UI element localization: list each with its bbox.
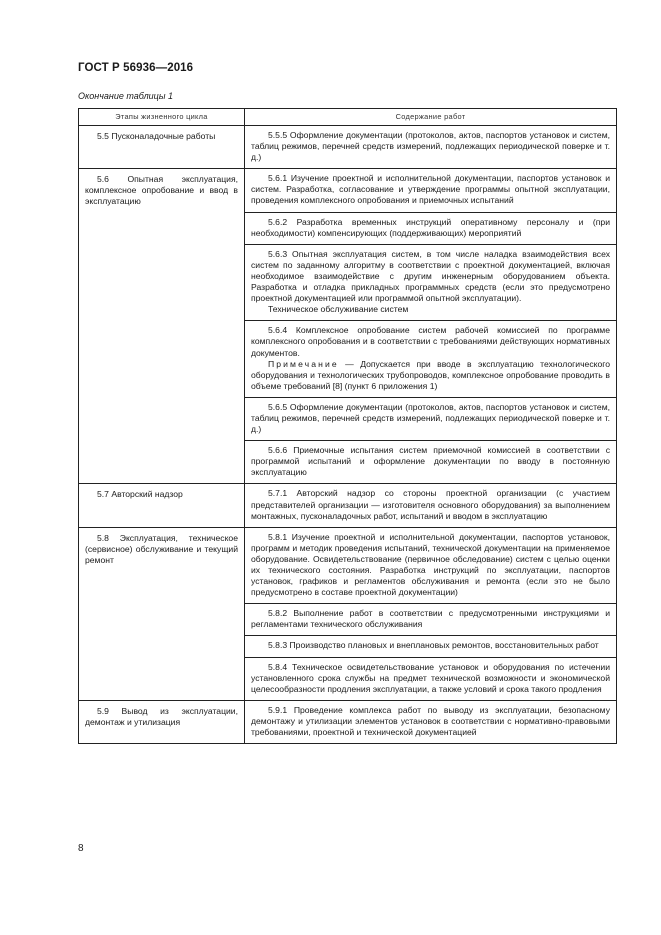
work-paragraph: 5.9.1 Проведение комплекса работ по выводу из эксплуатации, безопасному демонтажу и утилизации элементов установок в соответствии с нормативно-правовыми требованиями, проектной и технической документацией bbox=[251, 704, 610, 738]
stage-cell: 5.7 Авторский надзор bbox=[79, 484, 245, 527]
column-header-stages: Этапы жизненного цикла bbox=[79, 109, 245, 126]
work-paragraph: 5.8.4 Техническое освидетельствование установок и оборудования по истечении установленного срока службы на предмет технической возможности и экономической целесообразности продления эксплуатации, а также условий и срока такого продления bbox=[251, 661, 610, 694]
work-paragraph: 5.6.6 Приемочные испытания систем приемочной комиссией в соответствии с программой испытаний и оформление документации по вводу в постоянную эксплуатацию bbox=[251, 445, 610, 478]
lifecycle-table bbox=[78, 108, 617, 744]
work-cell bbox=[245, 484, 617, 527]
note-text: — Допускается при вводе в эксплуатацию технологического оборудования и технологических трубопроводов, комплексное опробование проводить в объеме требований [8] (пункт 6 приложения 1) bbox=[251, 358, 610, 391]
work-paragraph: 5.6.5 Оформление документации (протоколов, актов, паспортов установок и систем, таблиц режимов, перечней средств измерений, подлежащих периодической поверке и т. д.) bbox=[251, 401, 610, 435]
table-caption: Окончание таблицы 1 bbox=[78, 91, 173, 101]
page-number: 8 bbox=[78, 843, 84, 854]
table-row bbox=[79, 527, 617, 604]
work-cell bbox=[245, 657, 617, 700]
work-paragraph: 5.5.5 Оформление документации (протоколов, актов, паспортов установок и систем, таблиц режимов, перечней средств измерений, подлежащих периодической поверке и т. д.) bbox=[251, 130, 610, 163]
note-paragraph bbox=[251, 359, 610, 392]
table-row bbox=[79, 484, 617, 527]
document-header: ГОСТ Р 56936—2016 bbox=[78, 62, 194, 74]
work-cell bbox=[245, 321, 617, 398]
work-paragraph: 5.6.2 Разработка временных инструкций оперативному персоналу и (при необходимости) компенсирующих (поддерживающих) мероприятий bbox=[251, 216, 610, 238]
stage-cell: 5.9 Вывод из эксплуатации, демонтаж и утилизация bbox=[79, 700, 245, 743]
work-paragraph: Техническое обслуживание систем bbox=[268, 304, 409, 315]
work-cell bbox=[245, 397, 617, 440]
table-header-row bbox=[79, 109, 617, 126]
work-paragraph: 5.6.3 Опытная эксплуатация систем, в том числе наладка взаимодействия всех систем по заданному алгоритму в соответствии с проектной документацией, включая необходимое взаимодействие с другим инженерным оборудованием объекта. Разработка и отладка прикладных программных средств (если это предусмотрено проектной документацией или программой опытной эксплуатации). bbox=[251, 248, 610, 304]
work-paragraph: 5.8.2 Выполнение работ в соответствии с предусмотренными инструкциями и регламентами технического обслуживания bbox=[251, 608, 610, 630]
work-paragraph: 5.8.3 Производство плановых и внеплановых ремонтов, восстановительных работ bbox=[268, 640, 599, 651]
table-row bbox=[79, 700, 617, 743]
work-paragraph: 5.7.1 Авторский надзор со стороны проектной организации (с участием представителей организации — изготовителя основного оборудования) за выполнением монтажных, пусконаладочных работ, испытаний и вводом в эксплуатацию bbox=[251, 488, 610, 521]
work-cell bbox=[245, 244, 617, 321]
note-label: Примечание bbox=[268, 358, 339, 369]
stage-cell: 5.8 Эксплуатация, техническое (сервисное) обслуживание и текущий ремонт bbox=[79, 527, 245, 700]
table-row bbox=[79, 126, 617, 169]
stage-cell: 5.5 Пусконаладочные работы bbox=[79, 126, 245, 169]
work-paragraph: 5.6.1 Изучение проектной и исполнительной документации, паспортов установок и систем. Разработка, согласование и утверждение программы опытной эксплуатации, проведения комплексного опробования и приемочных испытаний bbox=[251, 173, 610, 206]
column-header-works: Содержание работ bbox=[245, 109, 617, 126]
work-cell bbox=[245, 212, 617, 244]
work-cell bbox=[245, 527, 617, 604]
work-cell bbox=[245, 169, 617, 212]
work-cell bbox=[245, 700, 617, 743]
work-paragraph: 5.6.4 Комплексное опробование систем рабочей комиссией по программе комплексного опробования и в соответствии с требованиями действующих нормативных документов. bbox=[251, 325, 610, 358]
work-cell bbox=[245, 636, 617, 657]
table-row bbox=[79, 169, 617, 212]
work-cell bbox=[245, 126, 617, 169]
work-cell bbox=[245, 441, 617, 484]
work-paragraph: 5.8.1 Изучение проектной и исполнительной документации, паспортов установок, программ и методик проведения испытаний, технической документации на применяемое оборудование. Освидетельствование (первичное обследование) систем с целью оценки их технического состояния. Разработка инструкций по эксплуатации, паспортов установок, графиков и регламентов обслуживания и ремонта (если это не было предусмотрено в составе проектной документации) bbox=[251, 531, 610, 598]
work-cell bbox=[245, 604, 617, 636]
stage-cell: 5.6 Опытная эксплуатация, комплексное опробование и ввод в эксплуатацию bbox=[79, 169, 245, 484]
